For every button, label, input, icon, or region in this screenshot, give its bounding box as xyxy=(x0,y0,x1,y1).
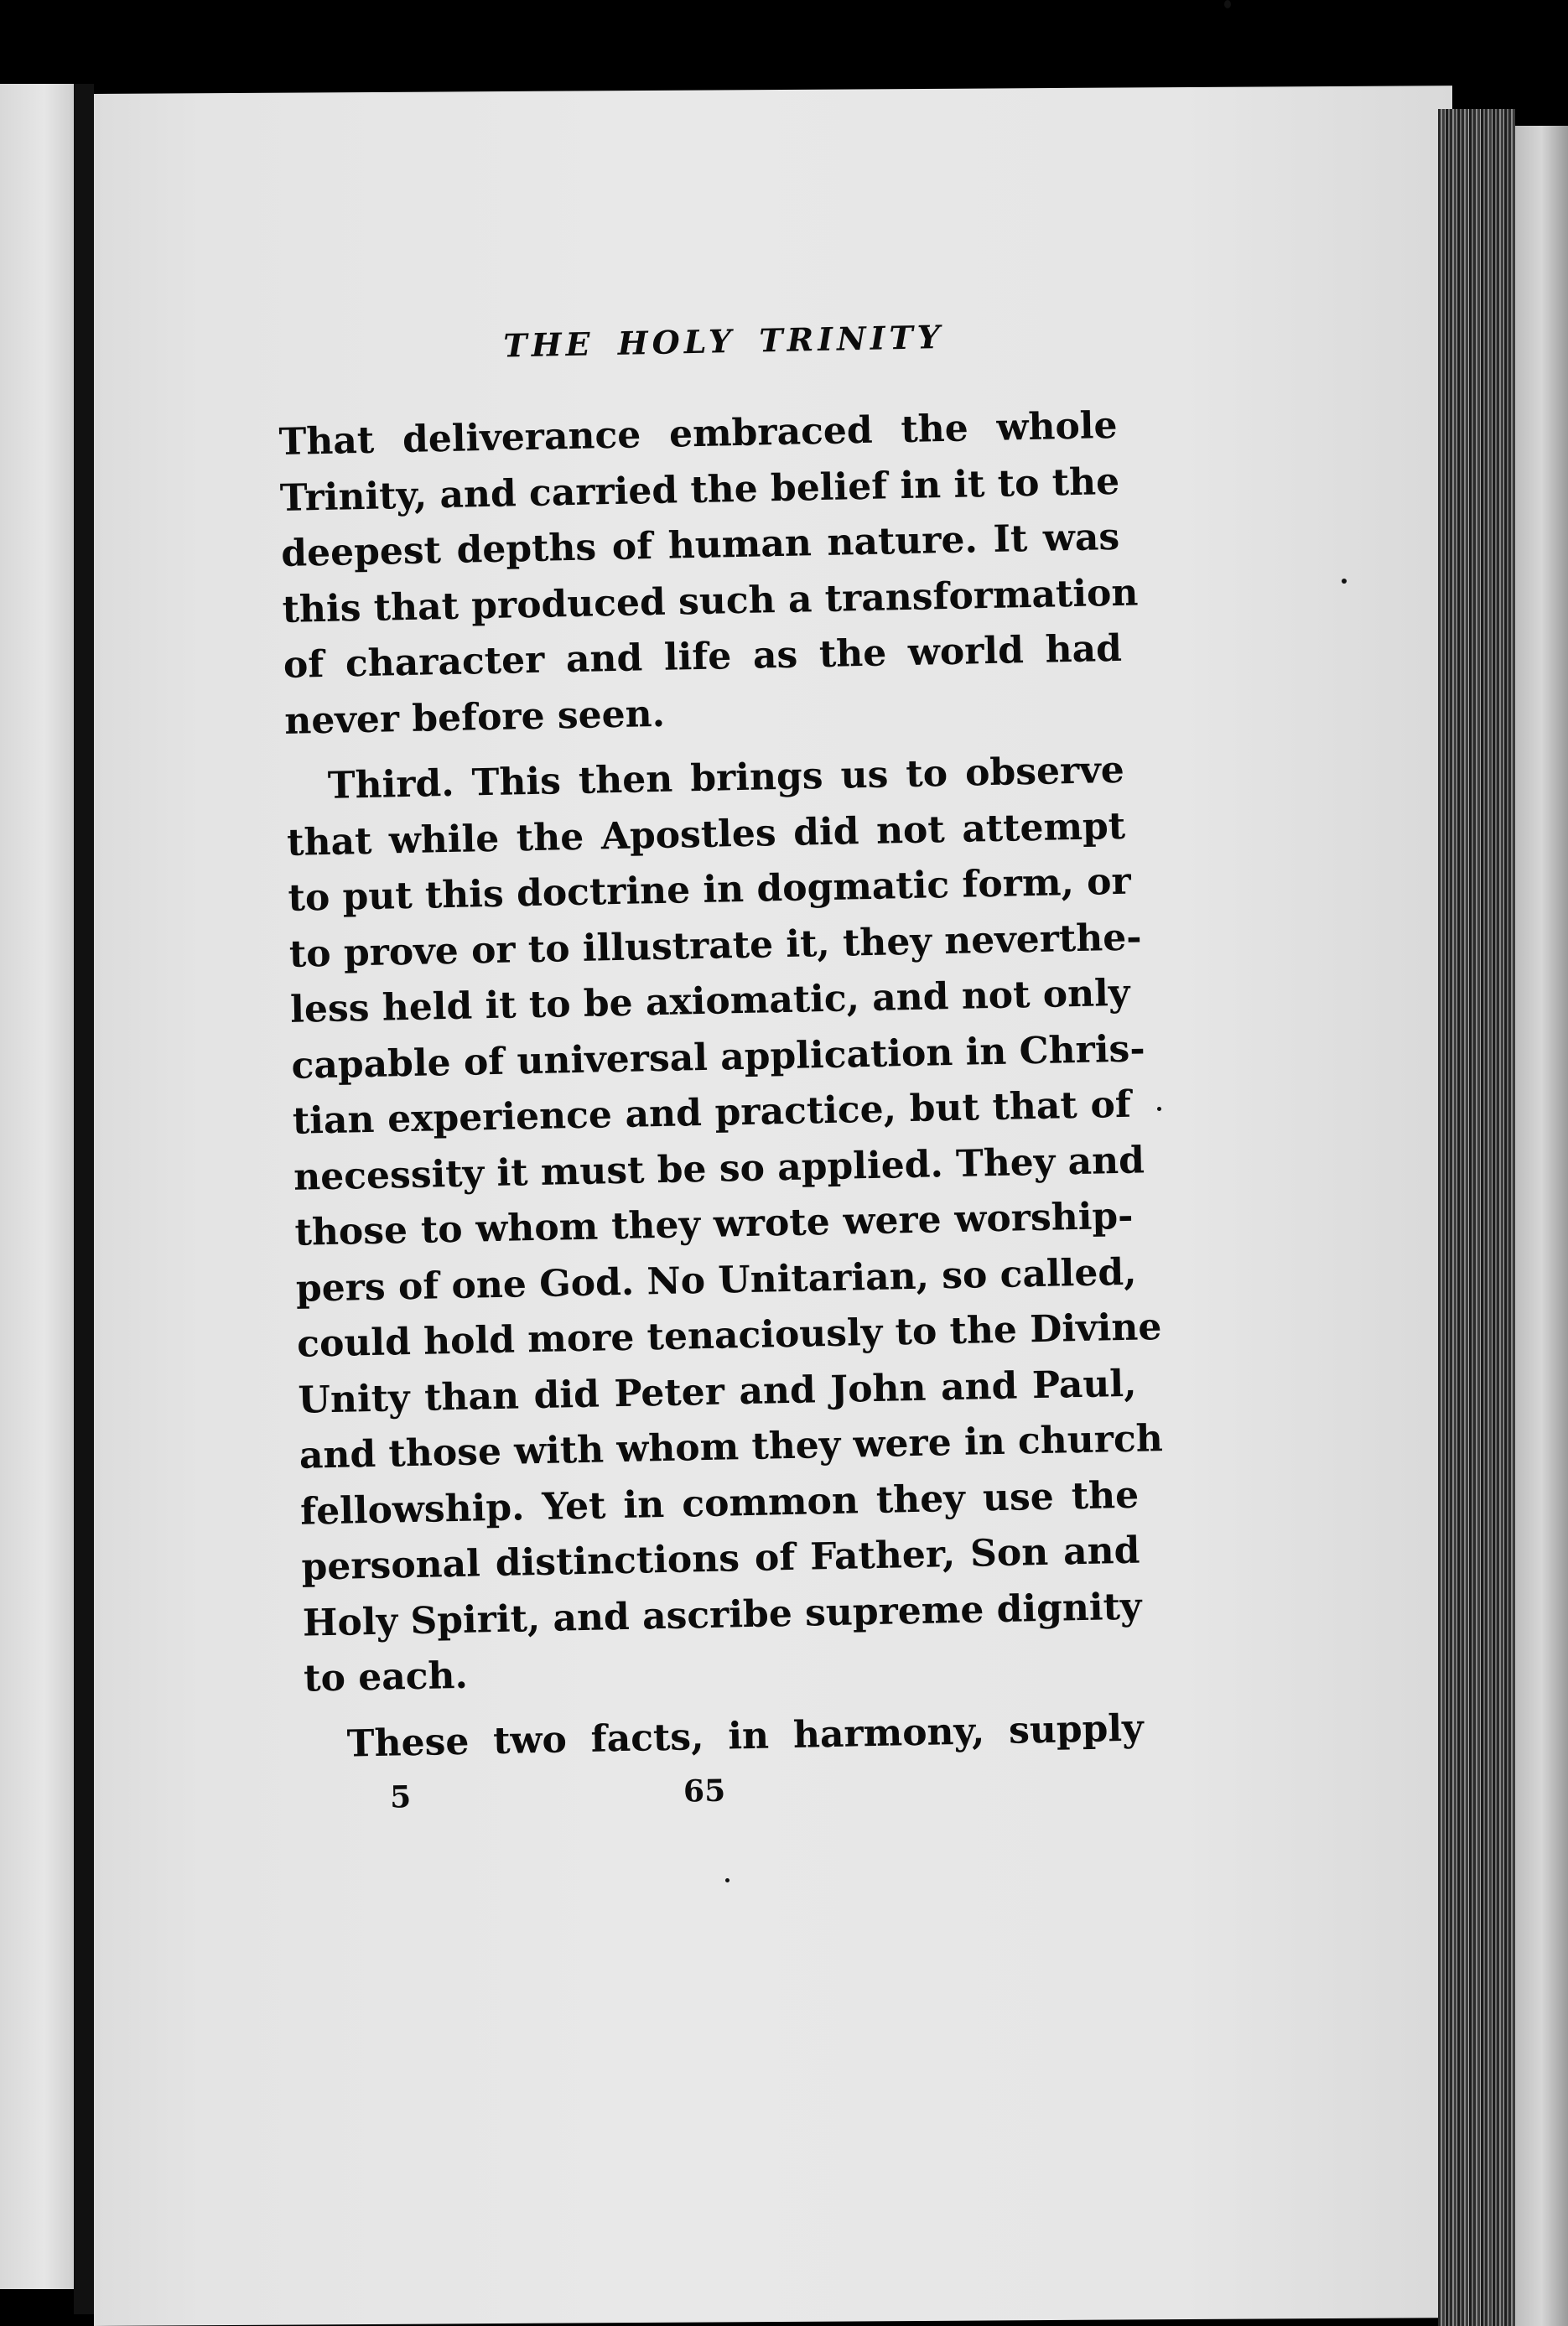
text-line: this that produced such a transformation xyxy=(282,570,1139,631)
text-line: necessity it must be so applied. They and xyxy=(293,1138,1145,1199)
text-line: capable of universal application in Chris- xyxy=(291,1026,1146,1088)
text-line: Unity than did Peter and John and Paul, xyxy=(298,1362,1137,1422)
text-line: That deliverance embraced the whole xyxy=(278,403,1118,464)
text-line: deepest depths of human nature. It was xyxy=(280,515,1120,575)
text-line: could hold more tenaciously to the Divine xyxy=(296,1306,1162,1366)
text-line: those to whom they wrote were worship- xyxy=(294,1194,1134,1254)
signature-mark: 5 xyxy=(389,1779,412,1815)
dust-speck xyxy=(725,1878,729,1882)
text-line: Holy Spirit, and ascribe supreme dignity xyxy=(302,1585,1142,1645)
text-line: fellowship. Yet in common they use the xyxy=(299,1473,1140,1534)
book-gutter xyxy=(74,84,94,2314)
text-line: less held it to be axiomatic, and not only xyxy=(289,971,1130,1031)
dust-speck xyxy=(1157,1107,1161,1111)
dust-speck xyxy=(1342,579,1347,584)
text-line: and those with whom they were in church xyxy=(299,1417,1164,1477)
running-head: THE HOLY TRINITY xyxy=(502,318,945,365)
text-line: pers of one God. No Unitarian, so called, xyxy=(295,1250,1137,1311)
text-line: tian experience and practice, but that of xyxy=(292,1083,1132,1143)
text-line: to each. xyxy=(303,1654,469,1700)
paragraph xyxy=(278,398,1139,750)
text-line: that while the Apostles did not attempt xyxy=(286,804,1126,864)
text-line: personal distinctions of Father, Son and xyxy=(301,1529,1140,1589)
page-edge-stack xyxy=(1438,109,1515,2326)
text-line: Third. This then brings us to observe xyxy=(327,748,1125,807)
text-line: These two facts, in harmony, supply xyxy=(346,1706,1145,1766)
text-line: of character and life as the world had xyxy=(283,626,1123,687)
text-line: to prove or to illustrate it, they neverthe- xyxy=(288,915,1142,976)
text-line: never before seen. xyxy=(283,692,666,743)
previous-page-edge xyxy=(0,84,74,2289)
dust-speck xyxy=(1224,0,1231,8)
text-line: to put this doctrine in dogmatic form, or xyxy=(288,859,1132,920)
paragraph xyxy=(285,743,1164,1707)
book-fore-edge xyxy=(1515,126,1568,2326)
body-text xyxy=(278,398,1164,1773)
text-line: Trinity, and carried the belief in it to the xyxy=(279,459,1120,520)
page-number: 65 xyxy=(683,1773,726,1809)
